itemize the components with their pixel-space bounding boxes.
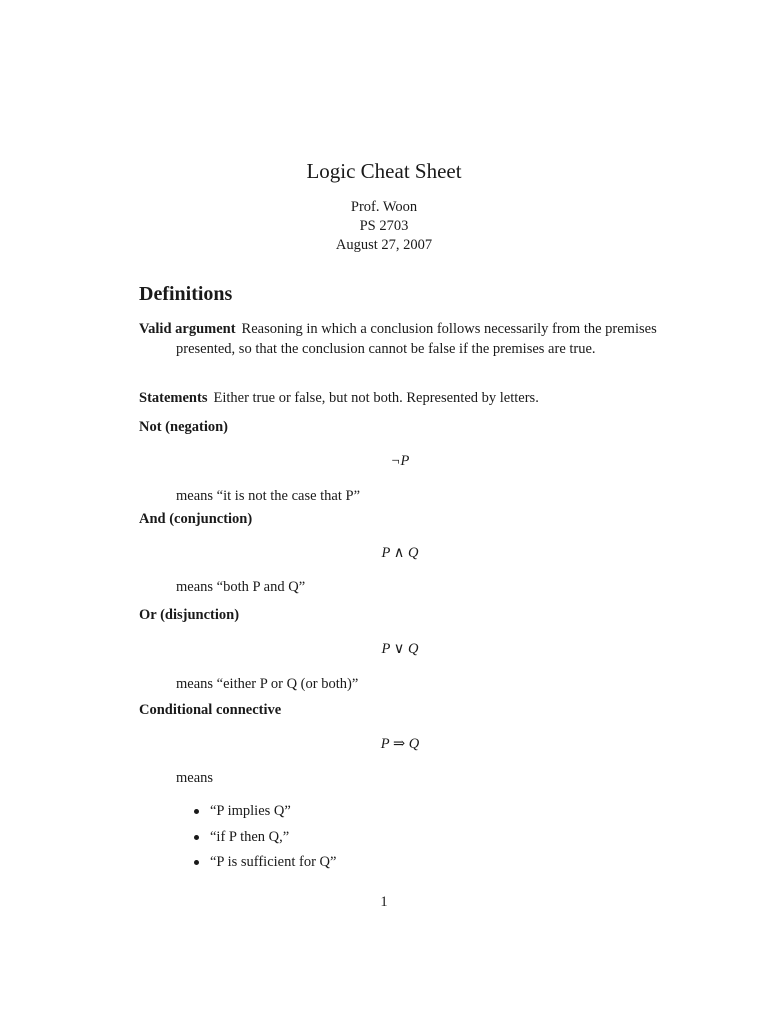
definition-valid-argument (139, 320, 666, 359)
definition-statements (139, 389, 666, 409)
formula-conditional: P ⇒ Q (380, 736, 420, 752)
course-code: PS 2703 (359, 218, 409, 234)
formula-conjunction: P ∧ Q (381, 545, 419, 561)
date: August 27, 2007 (335, 237, 433, 253)
list-item-text: “P is sufficient for Q” (210, 854, 337, 870)
heading-negation: Not (negation) (139, 419, 229, 435)
meaning-negation: means “it is not the case that P” (176, 488, 361, 504)
definition-text: Reasoning in which a conclusion follows necessarily from the premises presented, so that the conclusion cannot be false if the premises are true. (176, 321, 657, 357)
document-title: Logic Cheat Sheet (306, 159, 462, 183)
author: Prof. Woon (350, 199, 418, 215)
meaning-conjunction: means “both P and Q” (176, 579, 306, 595)
heading-conditional: Conditional connective (139, 702, 282, 718)
section-heading-definitions: Definitions (139, 283, 233, 305)
page-number: 1 (380, 894, 388, 910)
bullet-icon (194, 860, 199, 865)
definition-term: Statements (139, 390, 208, 406)
list-item-text: “P implies Q” (210, 803, 291, 819)
bullet-icon (194, 809, 199, 814)
heading-disjunction: Or (disjunction) (139, 607, 240, 623)
list-item (176, 799, 336, 825)
formula-negation: ¬P (390, 453, 410, 469)
definition-term: Valid argument (139, 321, 236, 337)
list-item (176, 825, 336, 851)
list-item-text: “if P then Q,” (210, 828, 290, 845)
bullet-icon (194, 835, 199, 840)
formula-disjunction: P ∨ Q (381, 641, 419, 657)
meaning-disjunction: means “either P or Q (or both)” (176, 676, 359, 692)
list-item (176, 850, 336, 876)
heading-conjunction: And (conjunction) (139, 511, 253, 527)
meaning-conditional: means (176, 770, 214, 786)
definition-text: Either true or false, but not both. Represented by letters. (213, 390, 539, 406)
conditional-readings-list (176, 799, 336, 876)
